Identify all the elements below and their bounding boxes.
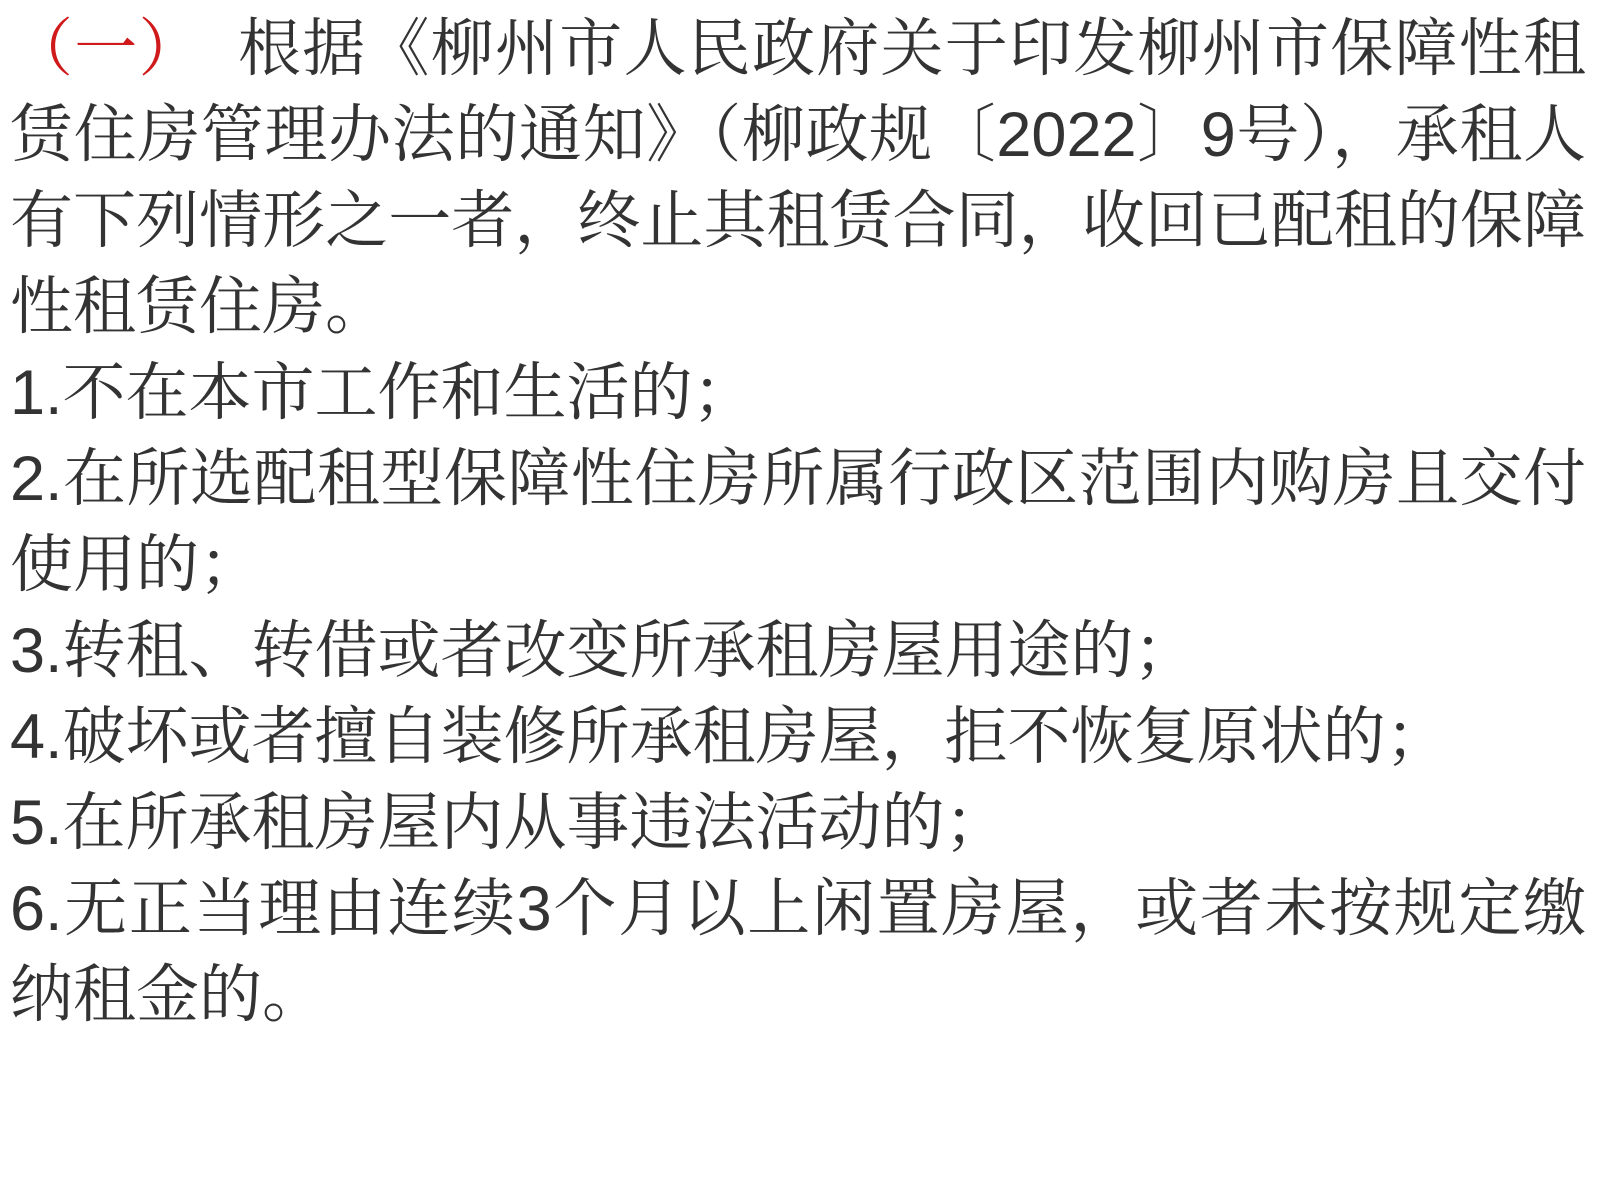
list-item: 1.不在本市工作和生活的；	[10, 358, 756, 428]
document-body	[10, 6, 1586, 1038]
section-marker: （一）	[10, 14, 203, 84]
lead-paragraph	[10, 6, 1586, 350]
list-item: 6.无正当理由连续3个月以上闲置房屋，或者未按规定缴纳租金的。	[10, 874, 1586, 1030]
list-item: 5.在所承租房屋内从事违法活动的；	[10, 788, 1008, 858]
list-item: 3.转租、转借或者改变所承租房屋用途的；	[10, 616, 1197, 686]
list-item: 4.破坏或者擅自装修所承租房屋，拒不恢复原状的；	[10, 702, 1449, 772]
lead-paragraph-text: 根据《柳州市人民政府关于印发柳州市保障性租赁住房管理办法的通知》（柳政规〔2022〕9号），承租人有下列情形之一者，终止其租赁合同，收回已配租的保障性租赁住房。	[10, 14, 1586, 342]
list-item: 2.在所选配租型保障性住房所属行政区范围内购房且交付使用的；	[10, 444, 1586, 600]
